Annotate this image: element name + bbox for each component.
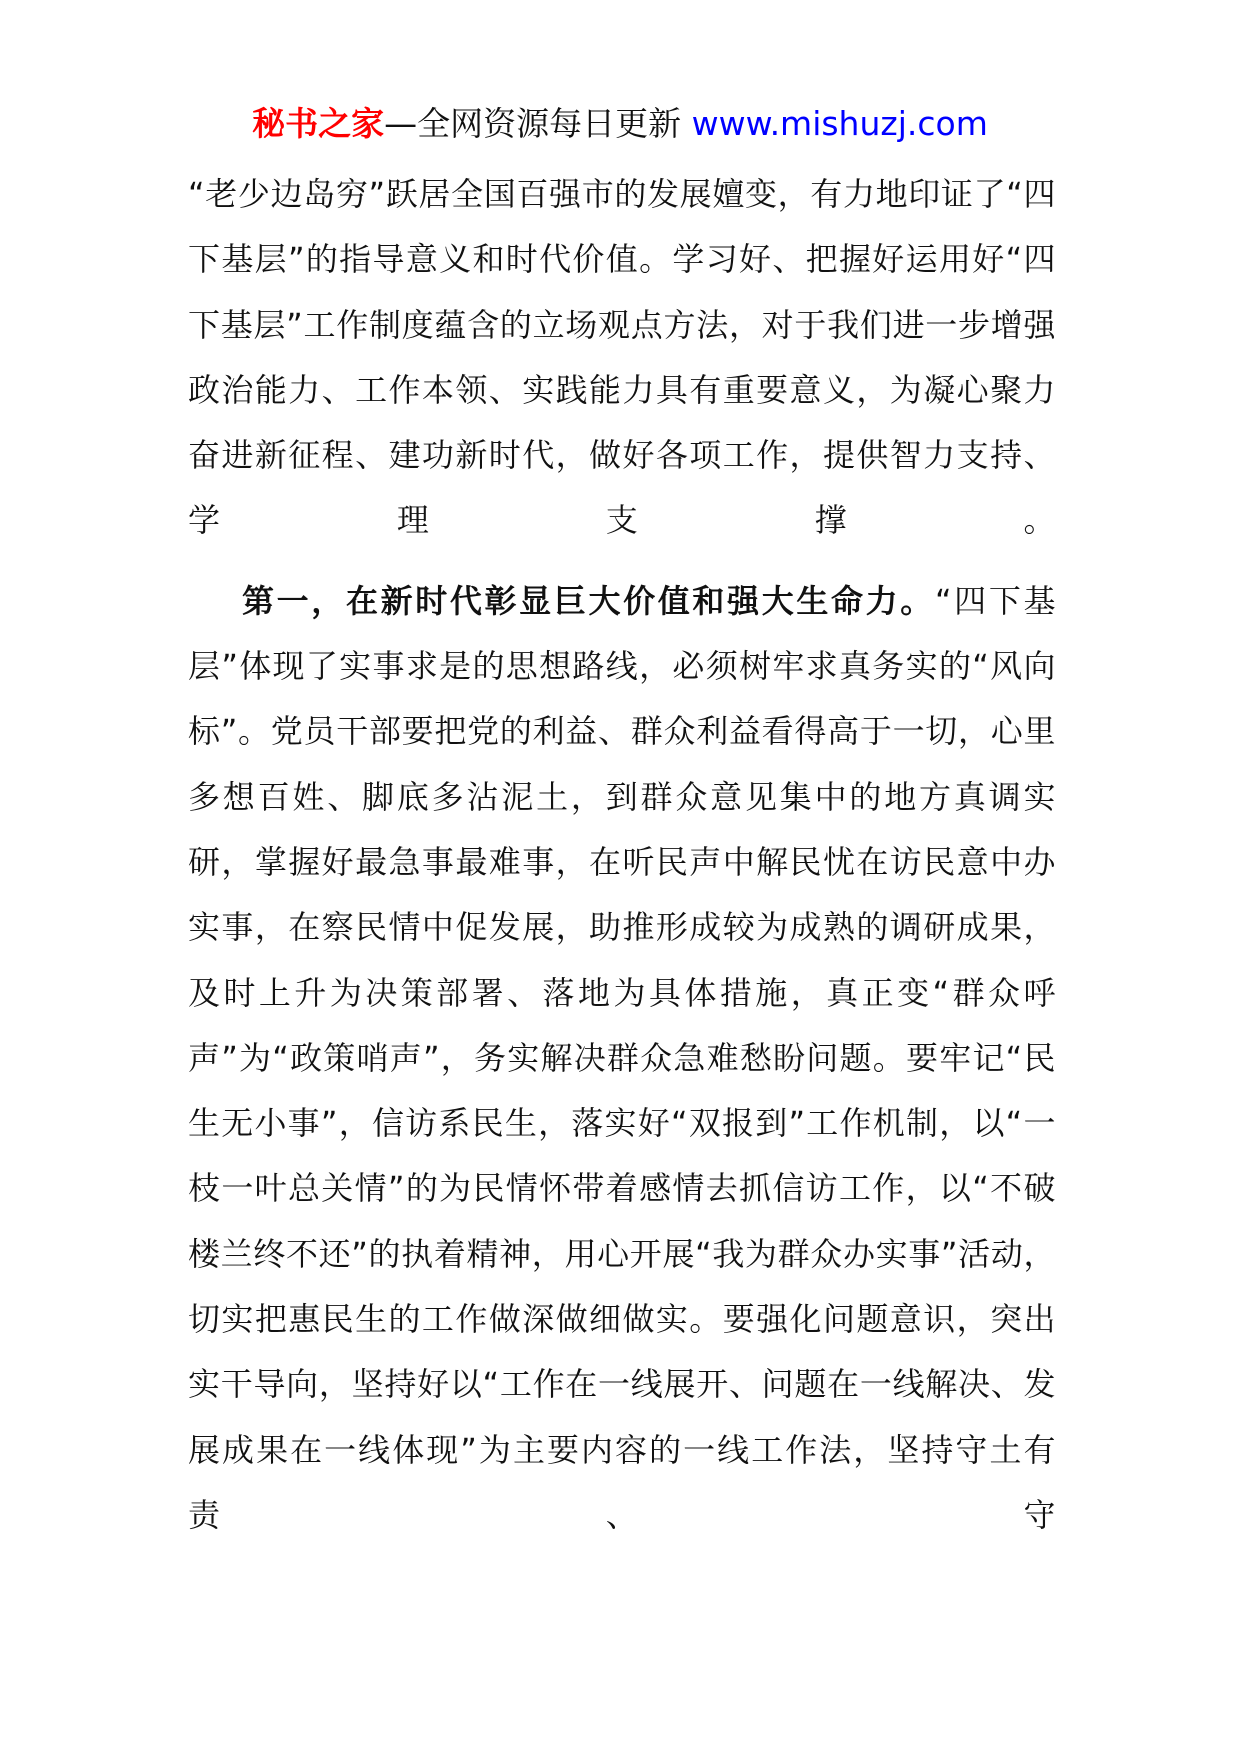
paragraph-intro: “老少边岛穷”跃居全国百强市的发展嬗变，有力地印证了“四下基层”的指导意义和时代价值。学习好、把握好运用好“四下基层”工作制度蕴含的立场观点方法，对于我们进一步增强政治能力、工作本领、实践能力具有重要意义，为凝心聚力奋进新征程、建功新时代，做好各项工作，提供智力支持、学理支撑。 — [188, 175, 1056, 540]
page-header — [0, 100, 1240, 148]
header-tagline: —全网资源每日更新 — [384, 104, 682, 143]
document-body — [188, 162, 1056, 1548]
brand-name: 秘书之家 — [252, 104, 385, 143]
paragraph-lead-heading: 第一，在新时代彰显巨大价值和强大生命力。 — [242, 581, 935, 620]
paragraph-first-point — [188, 569, 1056, 1548]
site-url-link[interactable]: www.mishuzj.com — [691, 104, 988, 143]
paragraph-body-text: “四下基层”体现了实事求是的思想路线，必须树牢求真务实的“风向标”。党员干部要把党的利益、群众利益看得高于一切，心里多想百姓、脚底多沾泥土，到群众意见集中的地方真调实研，掌握好最急事最难事，在听民声中解民忧在访民意中办实事，在察民情中促发展，助推形成较为成熟的调研成果，及时上升为决策部署、落地为具体措施，真正变“群众呼声”为“政策哨声”，务实解决群众急难愁盼问题。要牢记“民生无小事”，信访系民生，落实好“双报到”工作机制，以“一枝一叶总关情”的为民情怀带着感情去抓信访工作，以“不破楼兰终不还”的执着精神，用心开展“我为群众办实事”活动，切实把惠民生的工作做深做细做实。要强化问题意识，突出实干导向，坚持好以“工作在一线展开、问题在一线解决、发展成果在一线体现”为主要内容的一线工作法，坚持守土有责、守 — [188, 581, 1056, 1534]
